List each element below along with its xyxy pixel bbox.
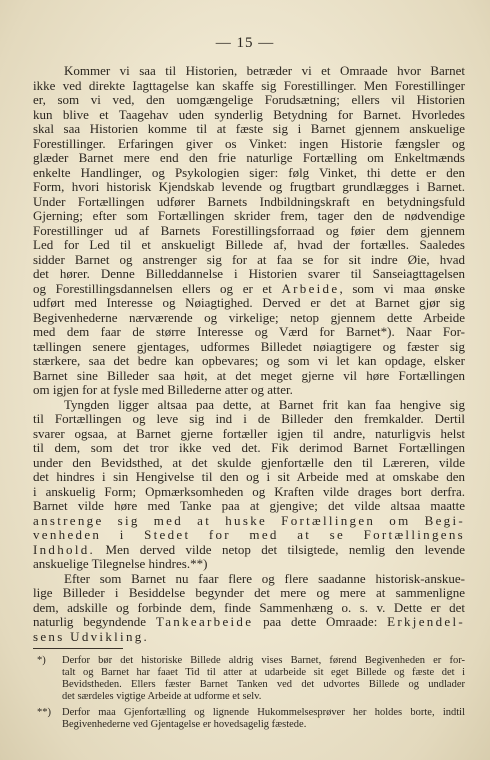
text-line: Forestillinger. Erfaringen giver os Vinket: ingen Historie fængsler og (33, 136, 465, 151)
text-line: det hører. Denne Billeddannelse i Historien svarer til Sanseiagttagelsen (33, 267, 465, 281)
text-line: i anskuelig Form; Opmærksomheden og Kraften vilde drages bort derfra. (33, 484, 465, 499)
text-line: kun blive et Taagehav uden synderlig Betydning for Barnet. Hvorledes (33, 107, 465, 122)
footnote-line: Derfor bør det historiske Billede aldrig vises Barnet, førend Begivenheden er for- (62, 655, 465, 666)
footnote-line: Begivenhederne ved Gjentagelse er hovedsagelig fæstede. (62, 719, 307, 730)
text-line (33, 282, 465, 297)
text-line: med dem faar de større Interesse og Værd for Barnet*). Naar For- (33, 325, 465, 339)
text-line: lige Billeder i Besiddelse begynder det mere og mere at sammenligne (33, 586, 465, 600)
page-number: — 15 — (215, 35, 275, 51)
footnote (33, 655, 465, 703)
text-line: glæder Barnet mere end den frie naturlige Fortælling om Enkeltmænds (33, 151, 465, 165)
text-line: Barnet vilde høre med Tanke paa at gjengive; det vilde altsaa maatte (33, 499, 465, 513)
text-segment: Men derved vilde netop det tilsigtede, nemlig den levende (95, 542, 465, 557)
text-line: Begivenhederne nærværende og virkelige; netop gjennem dette Arbeide (33, 310, 465, 325)
text-line: Led for Led til et anskueligt Billede af, hvad der fortælles. Saaledes (33, 238, 465, 252)
body-text (33, 64, 465, 644)
text-line: er, som vi ved, den uomgængelige Forudsætning; ellers vil Historien (33, 93, 465, 107)
text-line (33, 615, 465, 630)
emphasized-text: Indhold. (33, 542, 96, 557)
text-line (33, 543, 465, 558)
emphasized-text-line: sens Udvikling. (33, 629, 150, 644)
text-line: tællingen senere gjentages, udformes Billedet nøiagtigere og fæster sig (33, 339, 465, 354)
footnote-line: talt og Barnet har faaet Tid til atter at udarbeide sit eget Billede og fæste det i (62, 667, 465, 678)
text-line: sidder Barnet og anstrenger sig for at faa se for sit indre Øie, hvad (33, 252, 465, 267)
text-segment: , som vi maa ønske (339, 281, 465, 296)
text-segment: paa dette Omraade: (253, 615, 388, 629)
emphasized-text: Tankearbeide (155, 615, 254, 629)
emphasized-text: Erkjendel- (387, 615, 465, 629)
text-line: Barnet sine Billeder saa høit, at det meget gjerne vil høre Fortællingen (33, 368, 465, 383)
emphasized-text-line: venheden i Stedet for med at se Fortællingens (33, 528, 465, 542)
text-line: det hindres i sin Hengivelse til den og i sit Arbeide med at omskabe den (33, 470, 465, 484)
footnote-divider (33, 648, 123, 649)
text-line: Forestillinger ud af Barnets Forestillingsforraad og føier dem gjennem (33, 223, 465, 238)
text-line: Form, hvori historisk Kjendskab levende og frugtbart grundlægges i Barnet. (33, 180, 465, 194)
paragraph (33, 64, 465, 398)
text-segment: naturlig begyndende (33, 615, 156, 629)
footnotes (33, 655, 465, 735)
text-line: til Fortællingen og leve sig ind i de Billeder den fremkalder. Dertil (33, 412, 465, 426)
footnote-marker: *) (37, 655, 46, 666)
text-line: svarer ogsaa, at Barnet gjerne fortæller igjen til andre, naturligvis helst (33, 426, 465, 441)
text-line: stærkere, saa det bedre kan opbevares; og som vi let kan opdage, elsker (33, 354, 465, 368)
footnote-line: Bevidstheden. Ellers fæster Barnet Tanken ved det udvortes Billede og undlader (62, 679, 465, 690)
footnote-marker: **) (37, 707, 51, 718)
text-line: skal saa Historien komme til at fæste sig i Barnet gjennem anskuelige (33, 122, 465, 136)
footnote-line: det særdeles vigtige Arbeide at udforme et selv. (62, 691, 262, 702)
paragraph (33, 572, 465, 645)
emphasized-text-line: anstrenge sig med at huske Fortællingen om Begi- (33, 513, 465, 528)
text-line: Under Fortællingen udfører Barnets Indbildningskraft en betydningsfuld (33, 194, 465, 209)
text-line: under den Bevidsthed, at det skulde gjenfortælle den til Læreren, vilde (33, 455, 465, 470)
text-line: Gjerning; efter som Fortællingen skrider frem, tager den de nødvendige (33, 209, 465, 223)
text-line: enkelte Handlinger, og Psykologien siger: følg Vinket, thi dette er den (33, 165, 465, 180)
text-line: dem, adskille og forbinde dem, finde Sammenhæng o. s. v. Dette er det (33, 600, 465, 615)
text-line: Efter som Barnet nu faar flere og flere saadanne historisk-anskue- (64, 571, 465, 586)
footnote-line: Derfor maa Gjenfortælling og lignende Hukommelsesprøver her holdes borte, indtil (62, 707, 465, 718)
emphasized-text: Arbeide (281, 281, 340, 296)
footnote (33, 707, 465, 731)
text-line: udført med Interesse og Nøiagtighed. Derved er det at Barnet gjør sig (33, 296, 465, 310)
text-line: anskuelige Tilegnelse hindres.**) (33, 557, 208, 571)
text-segment: og Forestillingsdannelsen ellers og er et (33, 281, 282, 296)
paragraph (33, 398, 465, 572)
text-line: til dem, som det tror ikke ved det. Fik derimod Barnet Fortællingen (33, 441, 465, 455)
text-line: om igjen for at fysle med Billederne atter og atter. (33, 383, 293, 397)
text-line: Tyngden ligger altsaa paa dette, at Barnet frit kan faa hengive sig (64, 397, 465, 412)
text-line: ikke ved direkte Iagttagelse kan skaffe sig Forestillinger. Men Forestillinger (33, 78, 465, 93)
text-line: Kommer vi saa til Historien, betræder vi et Omraade hvor Barnet (64, 64, 465, 78)
